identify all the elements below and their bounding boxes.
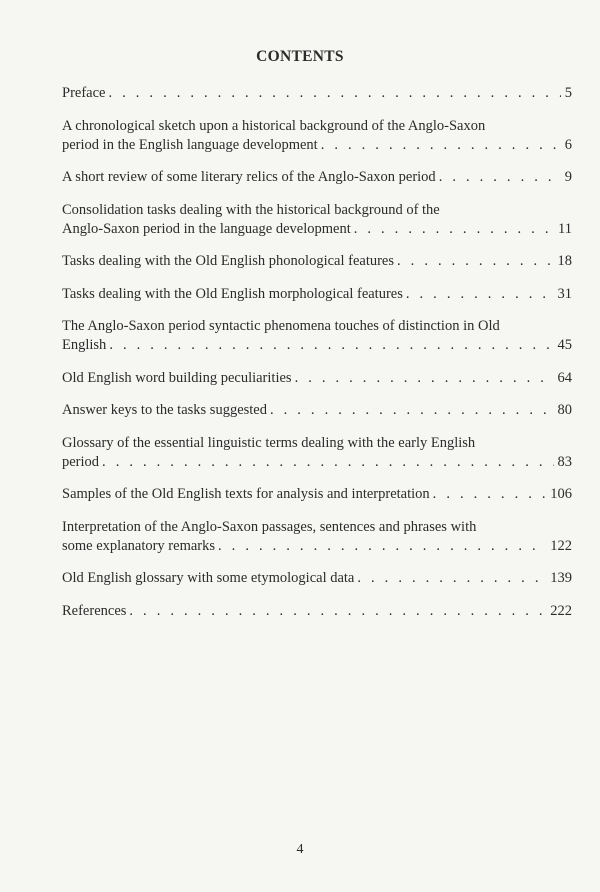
toc-entry-preface [62, 84, 572, 103]
toc-entry-page: 6 [564, 136, 572, 153]
toc-entry-page: 9 [564, 169, 572, 185]
toc-entry-page: 11 [558, 220, 572, 237]
dot-leader [218, 537, 546, 556]
dot-leader [354, 220, 554, 239]
toc-entry-page: 222 [550, 602, 572, 619]
toc-entry-references [62, 602, 572, 621]
toc-entry-consolidation-tasks [62, 201, 572, 239]
contents-heading: CONTENTS [256, 48, 344, 65]
toc-entry-title-line2: English [62, 337, 107, 353]
toc-entry-title: Tasks dealing with the Old English morphological features [62, 285, 403, 302]
toc-entry-title-line1: Consolidation tasks dealing with the historical background of the [62, 201, 440, 218]
toc-entry-title: Old English glossary with some etymological data [62, 570, 355, 586]
toc-entry-page: 64 [557, 369, 572, 386]
toc-entry-title-line1: Interpretation of the Anglo-Saxon passages, sentences and phrases with [62, 518, 477, 535]
toc-entry-title: References [62, 602, 127, 619]
toc-entry-page: 45 [557, 337, 572, 353]
toc-entry-glossary-terms [62, 434, 572, 472]
toc-entry-title-line1: A chronological sketch upon a historical background of the Anglo-Saxon [62, 117, 486, 134]
dot-leader [321, 136, 561, 155]
toc-entry-title-line1: The Anglo-Saxon period syntactic phenomena touches of distinction in Old [62, 318, 500, 334]
toc-entry-literary-relics [62, 168, 572, 187]
toc-entry-title-line2: period [62, 453, 100, 470]
toc-entry-title: Old English word building peculiarities [62, 369, 292, 386]
toc-entry-morphological-tasks [62, 285, 572, 304]
toc-entry-title-line2: some explanatory remarks [62, 537, 216, 554]
dot-leader [129, 602, 546, 621]
toc-entry-page: 80 [557, 402, 572, 418]
toc-entry-page: 139 [550, 570, 572, 586]
dot-leader [108, 84, 560, 103]
toc-entry-page: 106 [550, 486, 572, 502]
toc-entry-syntactic-phenomena [62, 317, 572, 355]
toc-entry-title: Samples of the Old English texts for analysis and interpretation [62, 486, 430, 502]
dot-leader [397, 252, 553, 271]
toc-entry-title-line1: Glossary of the essential linguistic terms dealing with the early English [62, 434, 476, 451]
toc-entry-answer-keys [62, 401, 572, 420]
dot-leader [406, 285, 554, 304]
dot-leader [357, 569, 546, 588]
toc-entry-title: Preface [62, 85, 106, 101]
toc-entry-title-line2: period in the English language development [62, 136, 318, 153]
table-of-contents [62, 84, 572, 634]
dot-leader [433, 485, 547, 504]
toc-entry-word-building [62, 369, 572, 388]
toc-entry-page: 5 [564, 85, 572, 101]
dot-leader [295, 369, 554, 388]
toc-entry-old-english-glossary [62, 569, 572, 588]
toc-entry-title: A short review of some literary relics of the Anglo-Saxon period [62, 169, 436, 185]
toc-entry-interpretation [62, 518, 572, 556]
toc-entry-page: 83 [557, 453, 572, 470]
toc-entry-page: 18 [557, 253, 572, 269]
dot-leader [439, 168, 561, 187]
toc-entry-title-line2: Anglo-Saxon period in the language development [62, 220, 351, 237]
dot-leader [109, 336, 553, 355]
dot-leader [270, 401, 554, 420]
page-number: 4 [296, 842, 304, 857]
toc-entry-text-samples [62, 485, 572, 504]
toc-entry-title: Tasks dealing with the Old English phonological features [62, 253, 395, 269]
toc-entry-chronological-sketch [62, 117, 572, 155]
toc-entry-page: 122 [550, 537, 572, 554]
toc-entry-page: 31 [557, 285, 572, 302]
toc-entry-title: Answer keys to the tasks suggested [62, 402, 267, 418]
dot-leader [102, 453, 553, 472]
toc-entry-phonological-tasks [62, 252, 572, 271]
